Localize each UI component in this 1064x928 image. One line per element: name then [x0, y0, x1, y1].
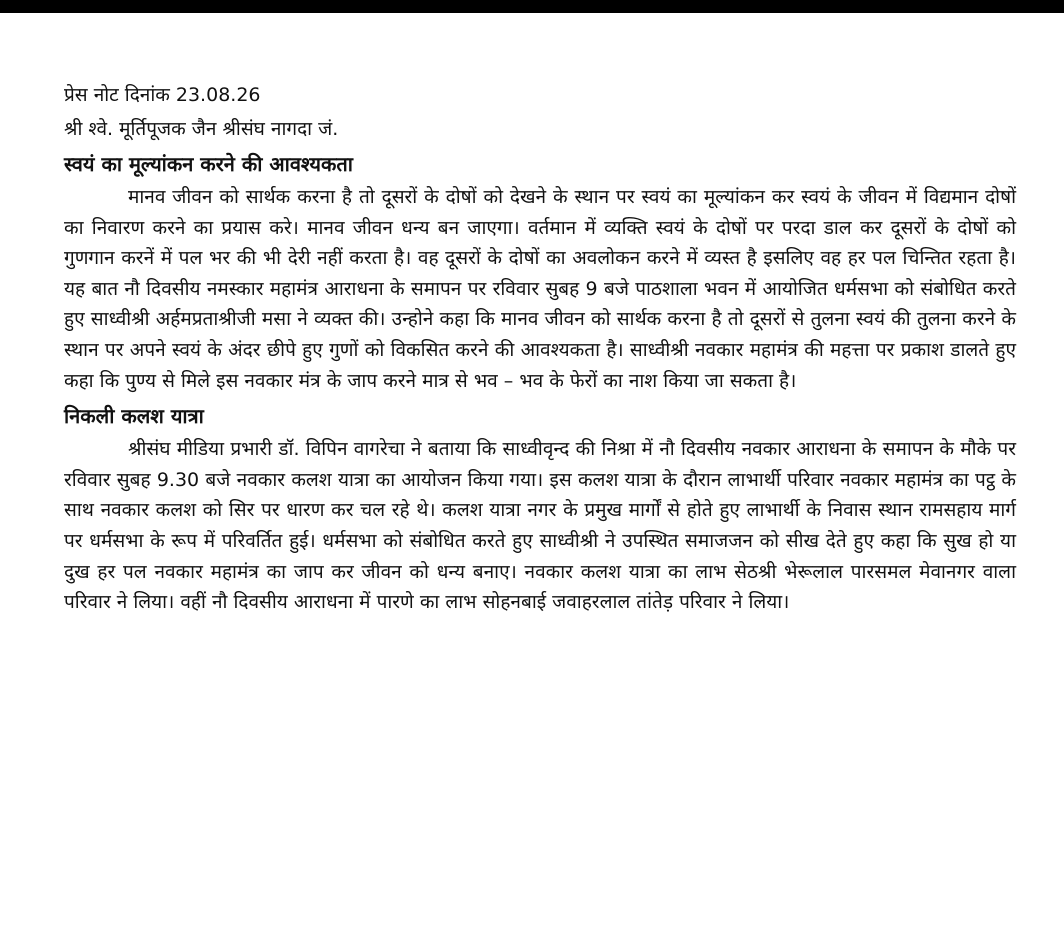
section-heading-kalash-yatra: निकली कलश यात्रा — [64, 404, 204, 429]
organization-name: श्री श्वे. मूर्तिपूजक जैन श्रीसंघ नागदा जं. — [64, 118, 339, 140]
section-heading-self-evaluation: स्वयं का मूल्यांकन करने की आवश्यकता — [64, 152, 353, 176]
press-note-document — [64, 78, 1016, 620]
section-body-self-evaluation: मानव जीवन को सार्थक करना है तो दूसरों के दोषों को देखने के स्थान पर स्वयं का मूल्यांकन कर स्वयं के जीवन में विद्यमान दोषों का निवारण करने का प्रयास करे। मानव जीवन धन्य बन जाएगा। वर्तमान में व्यक्ति स्वयं के दोषों पर परदा डाल कर दूसरों के दोषों को गुणगान करनें में पल भर की भी देरी नहीं करता है। वह दूसरों के दोषों का अवलोकन करने में व्यस्त है इसलिए वह हर पल चिन्तित रहता है। यह बात नौ दिवसीय नमस्कार महामंत्र आराधना के समापन पर रविवार सुबह 9 बजे पाठशाला भवन में आयोजित धर्मसभा को संबोधित करते हुए साध्वीश्री अर्हमप्रताश्रीजी मसा ने व्यक्त की। उन्होने कहा कि मानव जीवन को सार्थक करना है तो दूसरों से तुलना स्वयं की तुलना करने के स्थान पर अपने स्वयं के अंदर छीपे हुए गुणों को विकसित करने की आवश्यकता है। साध्वीश्री नवकार महामंत्र की महत्ता पर प्रकाश डालते हुए कहा कि पुण्य से मिले इस नवकार मंत्र के जाप करने मात्र से भव – भव के फेरों का नाश किया जा सकता है। — [64, 186, 1016, 392]
press-note-date: प्रेस नोट दिनांक 23.08.26 — [64, 84, 261, 106]
top-black-bar — [0, 0, 1064, 13]
section-body-kalash-yatra: श्रीसंघ मीडिया प्रभारी डॉ. विपिन वागरेचा ने बताया कि साध्वीवृन्द की निश्रा में नौ दिवसीय नवकार आराधना के समापन के मौके पर रविवार सुबह 9.30 बजे नवकार कलश यात्रा का आयोजन किया गया। इस कलश यात्रा के दौरान लाभार्थी परिवार नवकार महामंत्र का पट्ठ के साथ नवकार कलश को सिर पर धारण कर चल रहे थे। कलश यात्रा नगर के प्रमुख मार्गों से होते हुए लाभार्थी के निवास स्थान रामसहाय मार्ग पर धर्मसभा के रूप में परिवर्तित हुई। धर्मसभा को संबोधित करते हुए साध्वीश्री ने उपस्थित समाजजन को सीख देते हुए कहा कि सुख हो या दुख हर पल नवकार महामंत्र का जाप कर जीवन को धन्य बनाए। नवकार कलश यात्रा का लाभ सेठश्री भेरूलाल पारसमल मेवानगर वाला परिवार ने लिया। वहीं नौ दिवसीय आराधना में पारणे का लाभ सोहनबाई जवाहरलाल तांतेड़ परिवार ने लिया। — [64, 438, 1016, 614]
